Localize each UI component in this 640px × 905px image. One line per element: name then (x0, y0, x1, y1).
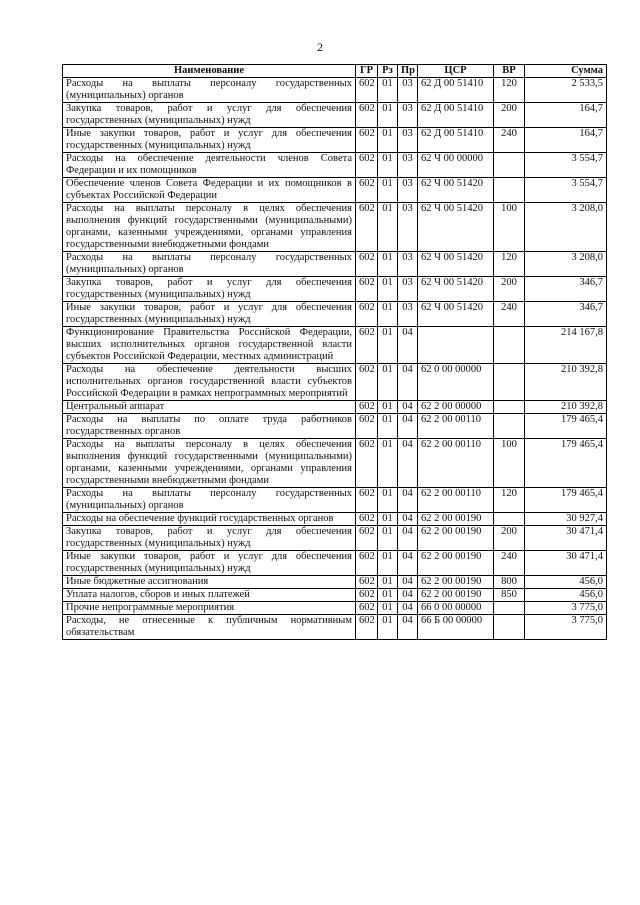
cell-vr: 800 (494, 576, 525, 589)
cell-gr: 602 (356, 414, 378, 439)
cell-sum: 179 465,4 (525, 439, 607, 488)
cell-vr (494, 513, 525, 526)
cell-csr (418, 327, 494, 364)
cell-gr: 602 (356, 439, 378, 488)
cell-vr: 120 (494, 78, 525, 103)
cell-rz: 01 (378, 203, 398, 252)
table-row (63, 364, 607, 401)
cell-pr: 03 (398, 178, 418, 203)
cell-name: Расходы на выплаты персоналу в целях обеспечения выполнения функций государственными (муниципальными) органами, казенными учреждениями, органами управления государственными внебюджетными фондами (63, 439, 356, 488)
header-gr: ГР (356, 65, 378, 78)
table-row (63, 401, 607, 414)
cell-pr: 03 (398, 153, 418, 178)
cell-gr: 602 (356, 178, 378, 203)
header-sum: Сумма (525, 65, 607, 78)
cell-rz: 01 (378, 327, 398, 364)
table-row (63, 526, 607, 551)
cell-name: Центральный аппарат (63, 401, 356, 414)
cell-gr: 602 (356, 78, 378, 103)
cell-sum: 30 471,4 (525, 526, 607, 551)
cell-csr: 62 Ч 00 51420 (418, 302, 494, 327)
cell-sum: 346,7 (525, 277, 607, 302)
cell-pr: 04 (398, 589, 418, 602)
table-row (63, 277, 607, 302)
cell-gr: 602 (356, 576, 378, 589)
cell-gr: 602 (356, 252, 378, 277)
cell-rz: 01 (378, 128, 398, 153)
cell-pr: 04 (398, 551, 418, 576)
cell-gr: 602 (356, 203, 378, 252)
cell-pr: 04 (398, 327, 418, 364)
cell-vr: 200 (494, 277, 525, 302)
cell-name: Иные закупки товаров, работ и услуг для обеспечения государственных (муниципальных) нужд (63, 302, 356, 327)
cell-rz: 01 (378, 78, 398, 103)
cell-sum: 456,0 (525, 576, 607, 589)
cell-name: Расходы на выплаты персоналу в целях обеспечения выполнения функций государственными (муниципальными) органами, казенными учреждениями, органами управления государственными внебюджетными фондами (63, 203, 356, 252)
table-row (63, 602, 607, 615)
cell-gr: 602 (356, 513, 378, 526)
header-name: Наименование (63, 65, 356, 78)
cell-sum: 3 775,0 (525, 615, 607, 640)
table-row (63, 589, 607, 602)
cell-csr: 62 Ч 00 51420 (418, 277, 494, 302)
cell-rz: 01 (378, 277, 398, 302)
cell-rz: 01 (378, 615, 398, 640)
cell-vr (494, 401, 525, 414)
cell-name: Расходы на выплаты персоналу государственных (муниципальных) органов (63, 488, 356, 513)
cell-gr: 602 (356, 589, 378, 602)
cell-gr: 602 (356, 401, 378, 414)
cell-pr: 04 (398, 513, 418, 526)
cell-rz: 01 (378, 414, 398, 439)
cell-sum: 30 927,4 (525, 513, 607, 526)
cell-pr: 04 (398, 526, 418, 551)
cell-name: Расходы на выплаты персоналу государственных (муниципальных) органов (63, 78, 356, 103)
table-row (63, 551, 607, 576)
table-row (63, 302, 607, 327)
cell-vr: 120 (494, 488, 525, 513)
cell-name: Обеспечение членов Совета Федерации и их помощников в субъектах Российской Федерации (63, 178, 356, 203)
page-number: 2 (317, 40, 323, 54)
table-row (63, 327, 607, 364)
cell-vr (494, 414, 525, 439)
cell-rz: 01 (378, 153, 398, 178)
cell-pr: 04 (398, 439, 418, 488)
cell-pr: 04 (398, 414, 418, 439)
cell-pr: 03 (398, 103, 418, 128)
cell-csr: 62 Д 00 51410 (418, 128, 494, 153)
cell-vr: 850 (494, 589, 525, 602)
cell-name: Расходы на выплаты персоналу государственных (муниципальных) органов (63, 252, 356, 277)
cell-vr (494, 602, 525, 615)
cell-vr: 100 (494, 439, 525, 488)
cell-gr: 602 (356, 103, 378, 128)
cell-gr: 602 (356, 277, 378, 302)
cell-csr: 66 Б 00 00000 (418, 615, 494, 640)
cell-sum: 164,7 (525, 103, 607, 128)
cell-sum: 214 167,8 (525, 327, 607, 364)
cell-sum: 179 465,4 (525, 414, 607, 439)
cell-rz: 01 (378, 364, 398, 401)
header-csr: ЦСР (418, 65, 494, 78)
cell-rz: 01 (378, 526, 398, 551)
cell-csr: 62 Ч 00 51420 (418, 178, 494, 203)
table-row (63, 178, 607, 203)
cell-gr: 602 (356, 153, 378, 178)
cell-vr (494, 327, 525, 364)
cell-rz: 01 (378, 602, 398, 615)
cell-vr: 240 (494, 128, 525, 153)
cell-name: Расходы на выплаты по оплате труда работников государственных органов (63, 414, 356, 439)
cell-vr (494, 615, 525, 640)
table-row (63, 252, 607, 277)
cell-name: Закупка товаров, работ и услуг для обеспечения государственных (муниципальных) нужд (63, 103, 356, 128)
cell-csr: 62 2 00 00110 (418, 439, 494, 488)
cell-pr: 04 (398, 488, 418, 513)
cell-pr: 04 (398, 401, 418, 414)
cell-rz: 01 (378, 576, 398, 589)
cell-rz: 01 (378, 513, 398, 526)
cell-csr: 62 2 00 00190 (418, 526, 494, 551)
cell-pr: 04 (398, 576, 418, 589)
cell-name: Расходы на обеспечение деятельности высших исполнительных органов государственной власти субъектов Российской Федерации в рамках непрограммных мероприятий (63, 364, 356, 401)
table-row (63, 615, 607, 640)
cell-sum: 3 208,0 (525, 252, 607, 277)
cell-pr: 03 (398, 252, 418, 277)
cell-sum: 2 533,5 (525, 78, 607, 103)
table-row (63, 576, 607, 589)
cell-sum: 3 554,7 (525, 153, 607, 178)
cell-rz: 01 (378, 252, 398, 277)
header-rz: Рз (378, 65, 398, 78)
cell-gr: 602 (356, 327, 378, 364)
cell-rz: 01 (378, 178, 398, 203)
cell-name: Расходы на обеспечение функций государственных органов (63, 513, 356, 526)
cell-csr: 62 0 00 00000 (418, 364, 494, 401)
table-row (63, 103, 607, 128)
cell-pr: 04 (398, 615, 418, 640)
cell-sum: 210 392,8 (525, 364, 607, 401)
cell-sum: 164,7 (525, 128, 607, 153)
cell-name: Иные бюджетные ассигнования (63, 576, 356, 589)
cell-pr: 03 (398, 128, 418, 153)
table-row (63, 513, 607, 526)
cell-pr: 04 (398, 364, 418, 401)
cell-rz: 01 (378, 103, 398, 128)
cell-csr: 62 Ч 00 51420 (418, 203, 494, 252)
cell-gr: 602 (356, 551, 378, 576)
cell-gr: 602 (356, 364, 378, 401)
cell-name: Иные закупки товаров, работ и услуг для обеспечения государственных (муниципальных) нужд (63, 551, 356, 576)
cell-rz: 01 (378, 488, 398, 513)
cell-pr: 03 (398, 203, 418, 252)
cell-csr: 62 Д 00 51410 (418, 78, 494, 103)
table-row (63, 78, 607, 103)
cell-csr: 62 Ч 00 00000 (418, 153, 494, 178)
cell-gr: 602 (356, 302, 378, 327)
cell-sum: 346,7 (525, 302, 607, 327)
table-row (63, 128, 607, 153)
cell-rz: 01 (378, 589, 398, 602)
cell-rz: 01 (378, 439, 398, 488)
cell-pr: 03 (398, 78, 418, 103)
cell-csr: 62 Ч 00 51420 (418, 252, 494, 277)
cell-vr (494, 178, 525, 203)
table-body (63, 78, 607, 640)
cell-name: Закупка товаров, работ и услуг для обеспечения государственных (муниципальных) нужд (63, 277, 356, 302)
cell-name: Расходы, не отнесенные к публичным нормативным обязательствам (63, 615, 356, 640)
header-pr: Пр (398, 65, 418, 78)
table-row (63, 203, 607, 252)
cell-csr: 62 2 00 00190 (418, 576, 494, 589)
cell-sum: 456,0 (525, 589, 607, 602)
cell-pr: 04 (398, 602, 418, 615)
cell-name: Расходы на обеспечение деятельности членов Совета Федерации и их помощников (63, 153, 356, 178)
cell-sum: 3 554,7 (525, 178, 607, 203)
cell-name: Закупка товаров, работ и услуг для обеспечения государственных (муниципальных) нужд (63, 526, 356, 551)
table-row (63, 488, 607, 513)
cell-gr: 602 (356, 615, 378, 640)
cell-vr: 100 (494, 203, 525, 252)
cell-sum: 179 465,4 (525, 488, 607, 513)
table-row (63, 414, 607, 439)
cell-sum: 210 392,8 (525, 401, 607, 414)
cell-name: Прочие непрограммные мероприятия (63, 602, 356, 615)
cell-vr (494, 364, 525, 401)
table-header-row (63, 65, 607, 78)
cell-csr: 62 2 00 00110 (418, 414, 494, 439)
cell-sum: 30 471,4 (525, 551, 607, 576)
cell-name: Уплата налогов, сборов и иных платежей (63, 589, 356, 602)
cell-sum: 3 775,0 (525, 602, 607, 615)
cell-gr: 602 (356, 602, 378, 615)
budget-table (62, 64, 607, 640)
cell-csr: 62 2 00 00190 (418, 551, 494, 576)
cell-vr: 200 (494, 526, 525, 551)
cell-vr (494, 153, 525, 178)
cell-vr: 120 (494, 252, 525, 277)
cell-gr: 602 (356, 488, 378, 513)
cell-vr: 240 (494, 551, 525, 576)
cell-pr: 03 (398, 277, 418, 302)
cell-vr: 200 (494, 103, 525, 128)
cell-csr: 62 2 00 00190 (418, 589, 494, 602)
table-row (63, 439, 607, 488)
cell-name: Функционирование Правительства Российской Федерации, высших исполнительных органов государственной власти субъектов Российской Федерации, местных администраций (63, 327, 356, 364)
header-vr: ВР (494, 65, 525, 78)
cell-name: Иные закупки товаров, работ и услуг для обеспечения государственных (муниципальных) нужд (63, 128, 356, 153)
cell-gr: 602 (356, 526, 378, 551)
cell-sum: 3 208,0 (525, 203, 607, 252)
cell-rz: 01 (378, 401, 398, 414)
cell-csr: 62 2 00 00190 (418, 513, 494, 526)
cell-vr: 240 (494, 302, 525, 327)
cell-gr: 602 (356, 128, 378, 153)
table-row (63, 153, 607, 178)
cell-csr: 62 Д 00 51410 (418, 103, 494, 128)
cell-pr: 03 (398, 302, 418, 327)
cell-rz: 01 (378, 302, 398, 327)
cell-csr: 62 2 00 00110 (418, 488, 494, 513)
cell-csr: 62 2 00 00000 (418, 401, 494, 414)
cell-csr: 66 0 00 00000 (418, 602, 494, 615)
cell-rz: 01 (378, 551, 398, 576)
